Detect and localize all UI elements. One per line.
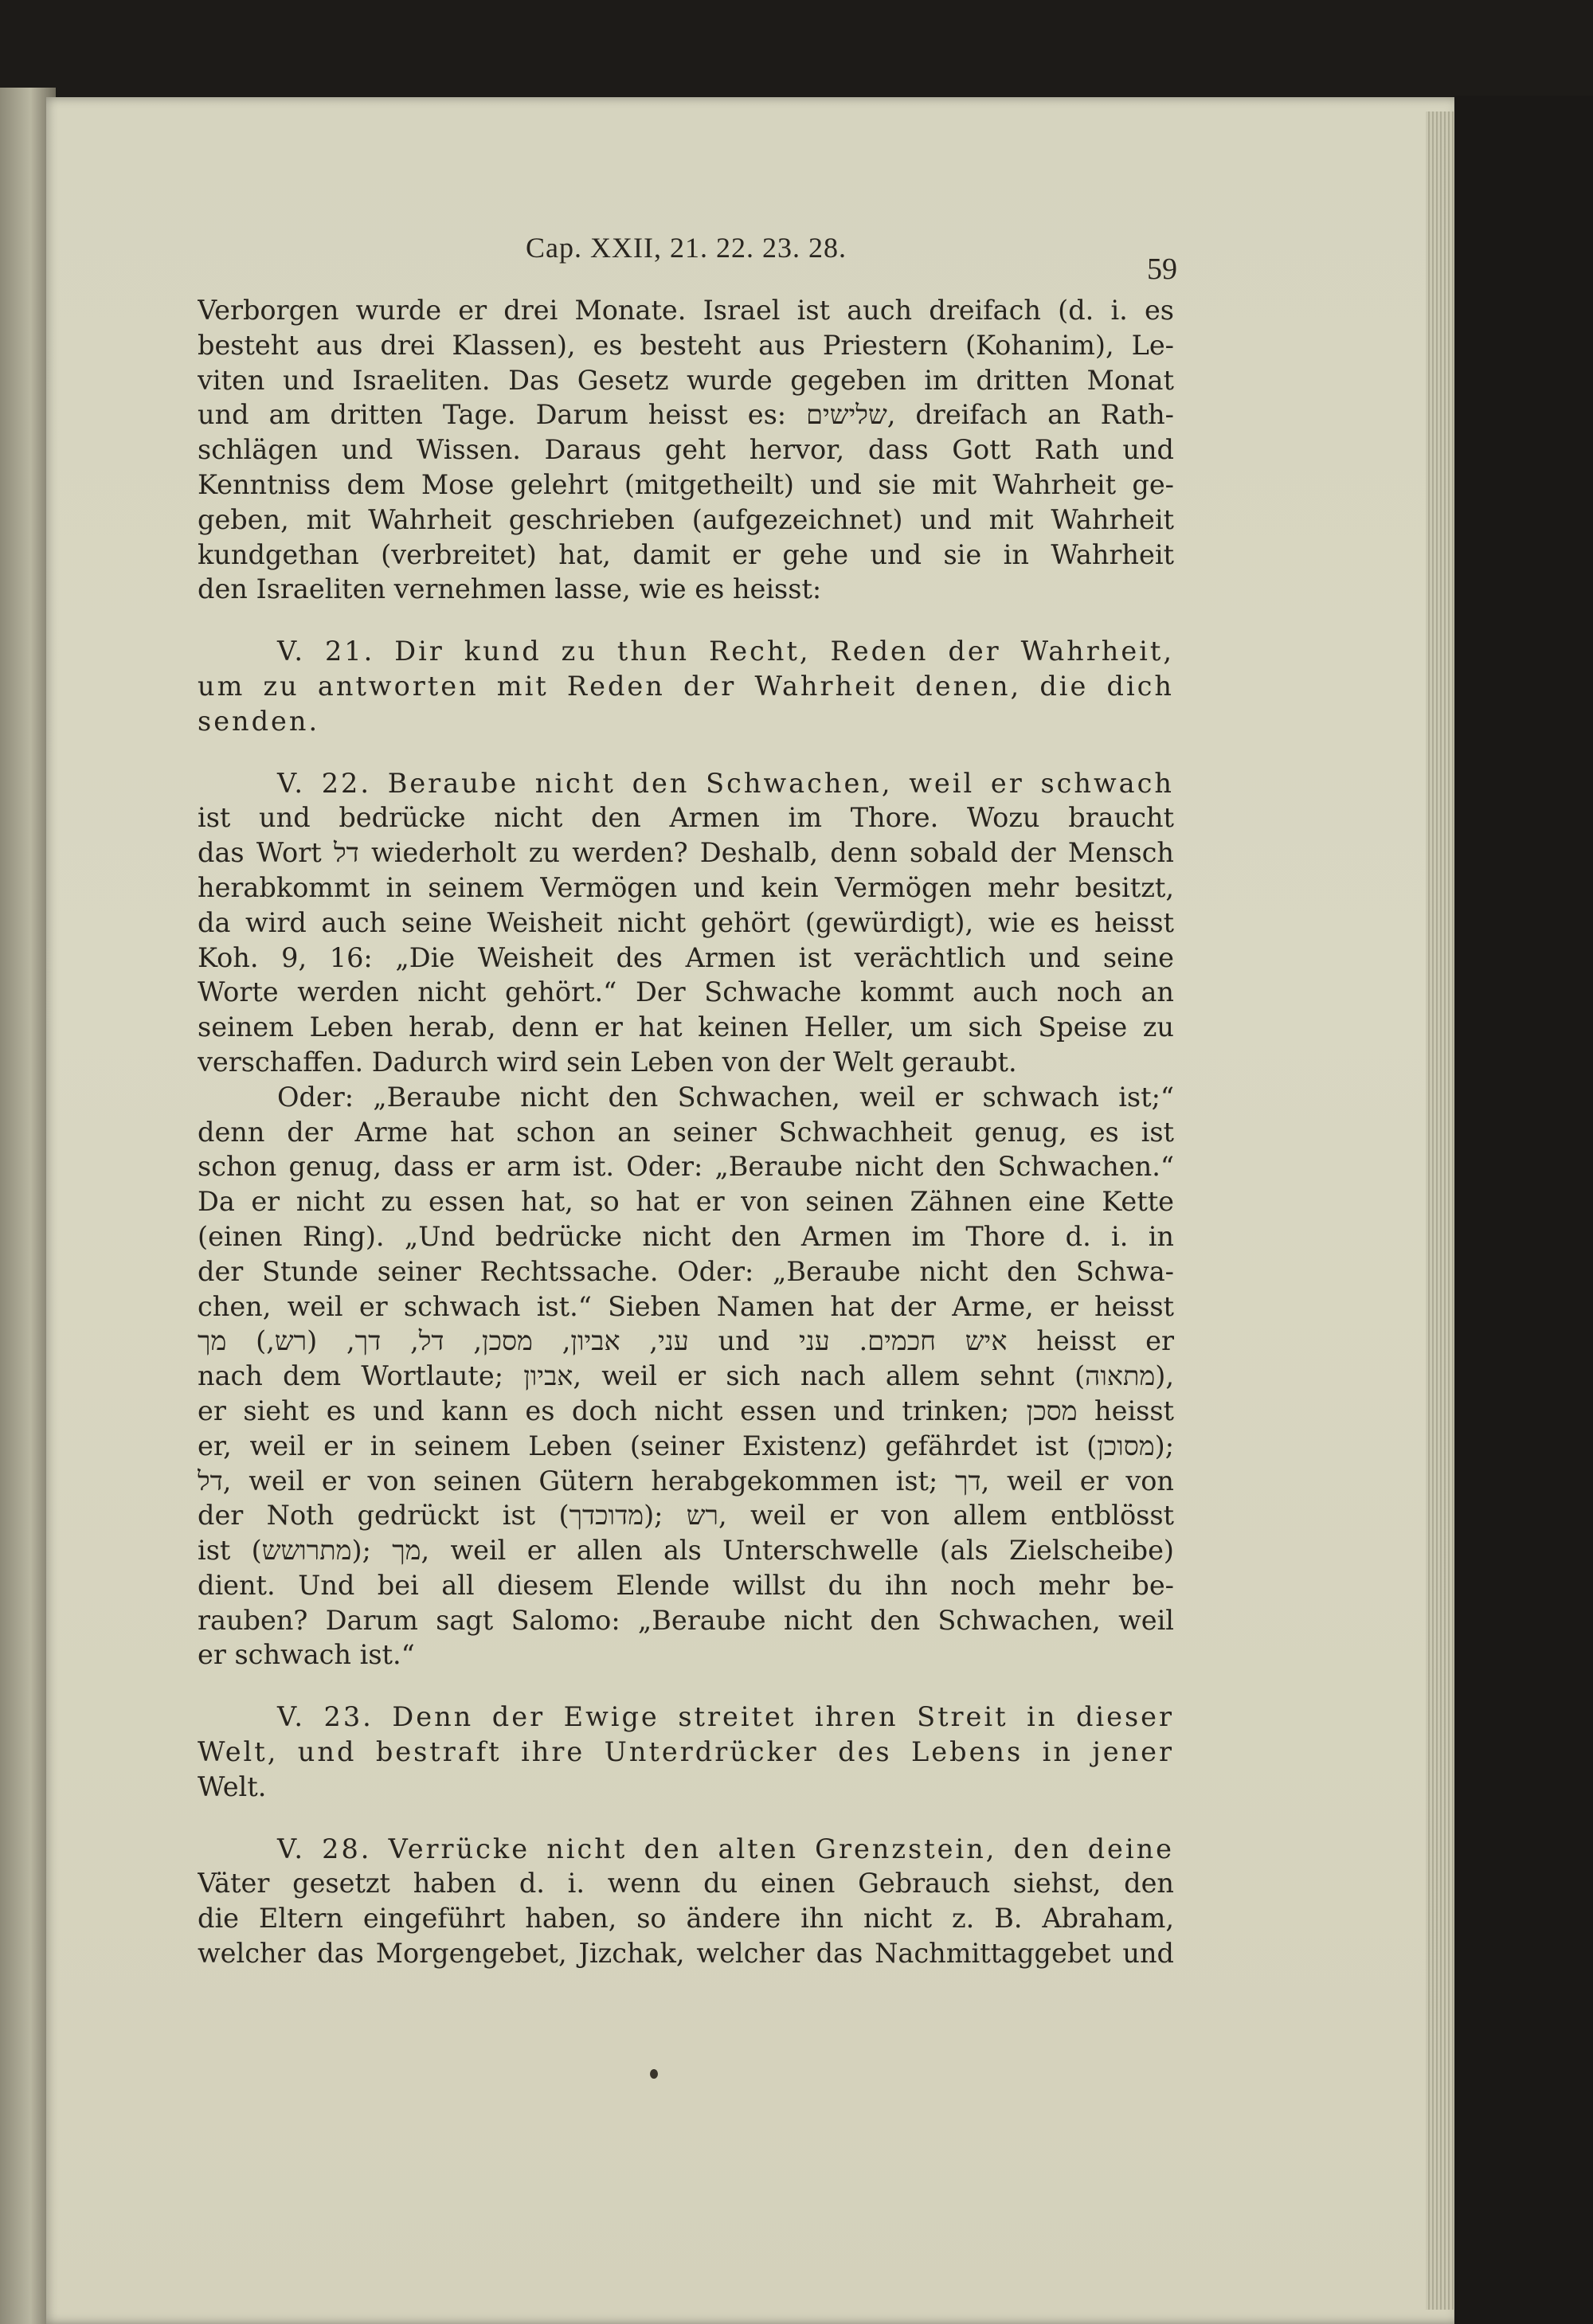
page-number: 59 (1147, 252, 1177, 286)
text-line: Väter gesetzt haben d. i. wenn du einen Gebrauch siehst, den (198, 1868, 1174, 1899)
body-text (198, 293, 1174, 1971)
running-title: Cap. XXII, 21. 22. 23. 28. (526, 232, 847, 264)
text-line: viten und Israeliten. Das Gesetz wurde gegeben im dritten Monat (198, 364, 1174, 396)
text-line: ist (מתרושש); מך, weil er allen als Unterschwelle (als Zielscheibe) (198, 1535, 1174, 1567)
page-stack-edges (1426, 112, 1458, 2310)
text-line: das Wort דל wiederholt zu werden? Deshalb, denn sobald der Mensch (198, 837, 1174, 869)
verse-21-line: V. 21. Dir kund zu thun Recht, Reden der Wahrheit, (277, 636, 1174, 667)
text-line: denn der Arme hat schon an seiner Schwachheit genug, es ist (198, 1116, 1174, 1148)
text-line: kundgethan (verbreitet) hat, damit er gehe und sie in Wahrheit (198, 538, 1174, 570)
text-line: verschaffen. Dadurch wird sein Leben von der Welt geraubt. (198, 1046, 1017, 1078)
text-line: herabkommt in seinem Vermögen und kein Vermögen mehr besitzt, (198, 871, 1174, 903)
text-line: Verborgen wurde er drei Monate. Israel ist auch dreifach (d. i. es (198, 295, 1174, 326)
text-line: der Noth gedrückt ist (מדוכדך); רש, weil er von allem entblösst (198, 1500, 1174, 1532)
book-cover-right (1454, 96, 1593, 2324)
text-line: dient. Und bei all diesem Elende willst du ihn noch mehr be- (198, 1569, 1174, 1601)
text-line: er schwach ist.“ (198, 1639, 415, 1671)
verse-23-line: Welt. (198, 1770, 267, 1802)
text-line: Worte werden nicht gehört.“ Der Schwache kommt auch noch an (198, 976, 1174, 1008)
text-line: schon genug, dass er arm ist. Oder: „Beraube nicht den Schwachen.“ (198, 1151, 1174, 1183)
text-line: דל, weil er von seinen Gütern herabgekommen ist; דך, weil er von (198, 1465, 1174, 1497)
text-line: welcher das Morgengebet, Jizchak, welcher das Nachmittaggebet und (198, 1938, 1174, 1970)
text-line: nach dem Wortlaute; אביון, weil er sich nach allem sehnt (מתאוה), (198, 1360, 1174, 1392)
verse-23-line: V. 23. Denn der Ewige streitet ihren Streit in dieser (277, 1701, 1174, 1733)
text-line: er, weil er in seinem Leben (seiner Existenz) gefährdet ist (מסוכן); (198, 1430, 1174, 1461)
text-line: seinem Leben herab, denn er hat keinen Heller, um sich Speise zu (198, 1011, 1174, 1043)
text-line: schlägen und Wissen. Daraus geht hervor, dass Gott Rath und (198, 434, 1174, 466)
text-line: ist und bedrücke nicht den Armen im Thore. Wozu braucht (198, 802, 1174, 834)
text-line: Oder: „Beraube nicht den Schwachen, weil er schwach ist;“ (277, 1081, 1174, 1113)
text-line: (einen Ring). „Und bedrücke nicht den Armen im Thore d. i. in (198, 1220, 1174, 1252)
verse-22-line: V. 22. Beraube nicht den Schwachen, weil er schwach (277, 767, 1174, 799)
text-line: Koh. 9, 16: „Die Weisheit des Armen ist verächtlich und seine (198, 941, 1174, 973)
verse-23-line: Welt, und bestraft ihre Unterdrücker des Lebens in jener (198, 1736, 1174, 1768)
text-line: Da er nicht zu essen hat, so hat er von seinen Zähnen eine Kette (198, 1186, 1174, 1218)
text-line: Kenntniss dem Mose gelehrt (mitgetheilt) und sie mit Wahrheit ge- (198, 468, 1174, 500)
text-line: geben, mit Wahrheit geschrieben (aufgezeichnet) und mit Wahrheit (198, 503, 1174, 535)
text-line: die Eltern eingeführt haben, so ändere ihn nicht z. B. Abraham, (198, 1903, 1174, 1935)
text-line: er sieht es und kann es doch nicht essen und trinken; מסכן heisst (198, 1395, 1174, 1426)
text-line: den Israeliten vernehmen lasse, wie es heisst: (198, 573, 822, 605)
text-line: besteht aus drei Klassen), es besteht aus Priestern (Kohanim), Le- (198, 329, 1174, 361)
text-line: da wird auch seine Weisheit nicht gehört (gewürdigt), wie es heisst (198, 906, 1174, 938)
text-line: und am dritten Tage. Darum heisst es: שלישים, dreifach an Rath- (198, 399, 1174, 431)
text-line: rauben? Darum sagt Salomo: „Beraube nicht den Schwachen, weil (198, 1604, 1174, 1636)
text-line: chen, weil er schwach ist.“ Sieben Namen hat der Arme, er heisst (198, 1290, 1174, 1322)
text-line: עני, אביון, מסכן, דל, דך, (רש,) מך und איש חכמים. עני heisst er (198, 1325, 1174, 1357)
verse-21-line: senden. (198, 705, 320, 737)
text-line: der Stunde seiner Rechtssache. Oder: „Beraube nicht den Schwa- (198, 1255, 1174, 1287)
verse-21-line: um zu antworten mit Reden der Wahrheit denen, die dich (198, 670, 1174, 702)
ink-speck (650, 2069, 658, 2079)
book-cover-top (0, 0, 1593, 100)
verse-28-line: V. 28. Verrücke nicht den alten Grenzstein, den deine (277, 1833, 1174, 1864)
